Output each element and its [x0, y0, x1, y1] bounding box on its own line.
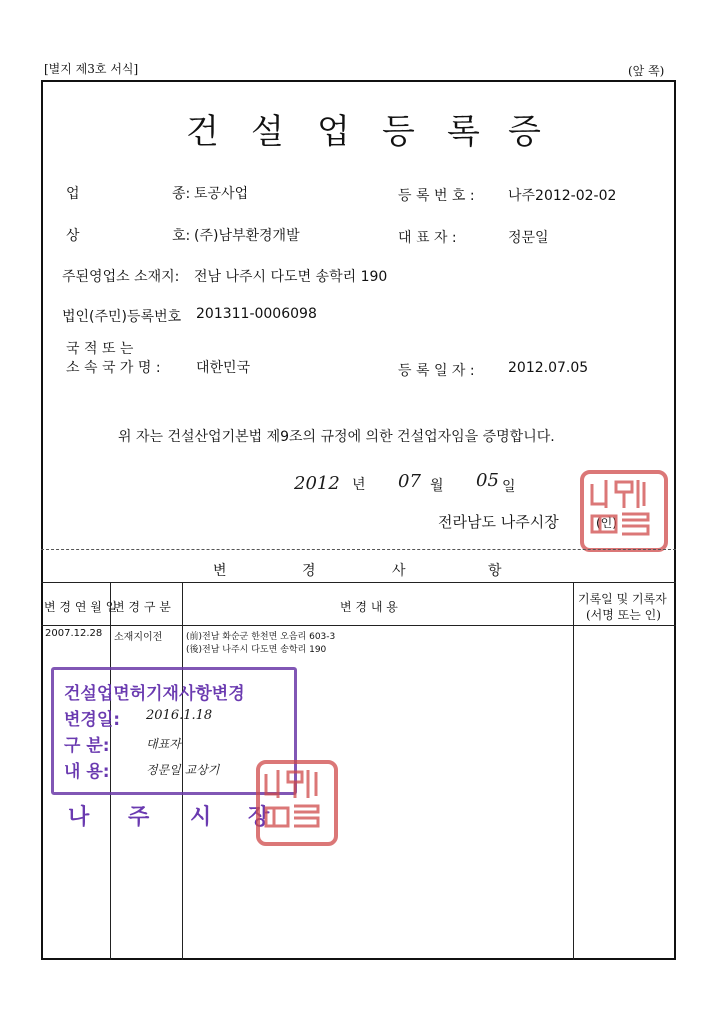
row-content-after: (後)전남 나주시 다도면 송학리 190 — [186, 645, 327, 655]
stamp-title: 건설업면허기재사항변경 — [64, 684, 245, 704]
changes-title-char: 경 — [302, 563, 316, 579]
company-label-2: 호: — [172, 228, 191, 244]
changes-title-char: 변 — [213, 563, 227, 579]
address-value: 전남 나주시 다도면 송학리 190 — [194, 269, 388, 285]
regdate-label: 등 록 일 자 : — [398, 363, 475, 379]
industry-value: 토공사업 — [194, 186, 249, 202]
side-label: (앞 쪽) — [628, 64, 665, 78]
stamp-content-label: 내 용: — [64, 762, 110, 782]
form-label: [별지 제3호 서식] — [44, 62, 139, 76]
table-header-line — [41, 625, 676, 626]
rep-value: 정문일 — [508, 230, 549, 246]
stamp-issuer-char: 장 — [248, 805, 270, 830]
stamp-content-value: 정문일 교상기 — [146, 763, 220, 777]
row-date: 2007.12.28 — [45, 628, 103, 639]
regdate-value: 2012.07.05 — [508, 360, 589, 376]
date-year-unit: 년 — [352, 477, 366, 493]
col-header-record-sub: (서명 또는 인) — [586, 608, 661, 622]
date-month: 07 — [398, 471, 421, 492]
regno-value: 나주2012-02-02 — [508, 188, 617, 204]
col-header-type: 변 경 구 분 — [113, 600, 171, 614]
col-header-content: 변 경 내 용 — [340, 600, 398, 614]
changes-title-char: 사 — [392, 563, 406, 579]
stamp-type-value: 대표자 — [146, 737, 181, 751]
stamp-issuer-char: 시 — [190, 805, 212, 830]
certify-text: 위 자는 건설산업기본법 제9조의 규정에 의한 건설업자임을 증명합니다. — [118, 429, 555, 445]
row-content-before: (前)전남 화순군 한천면 오음리 603-3 — [186, 632, 336, 642]
date-month-unit: 월 — [430, 478, 444, 494]
title-char: 업 — [317, 112, 350, 152]
stamp-date-value: 2016.1.18 — [146, 708, 213, 723]
industry-label: 업 — [66, 186, 80, 202]
title-char: 록 — [447, 112, 480, 152]
title-char: 건 — [186, 112, 219, 152]
corpno-label: 법인(주민)등록번호 — [62, 309, 182, 325]
stamp-issuer-char: 나 — [68, 805, 90, 830]
company-value: (주)남부환경개발 — [194, 228, 300, 244]
industry-label-2: 종: — [172, 186, 191, 202]
stamp-issuer-char: 주 — [128, 805, 150, 830]
company-label: 상 — [66, 228, 80, 244]
table-top-line — [41, 582, 676, 583]
nationality-label-1: 국 적 또 는 — [66, 341, 134, 357]
regno-label: 등 록 번 호 : — [398, 188, 475, 204]
title-char: 설 — [251, 112, 284, 152]
changes-title-char: 항 — [488, 563, 502, 579]
official-seal-icon — [580, 470, 668, 552]
date-day-unit: 일 — [502, 479, 516, 495]
title-char: 증 — [508, 112, 541, 152]
issuer-name: 전라남도 나주시장 — [438, 513, 559, 531]
rep-label: 대 표 자 : — [398, 230, 457, 246]
date-day: 05 — [476, 470, 499, 491]
row-type: 소재지이전 — [114, 632, 163, 643]
date-year: 2012 — [294, 473, 340, 494]
address-label: 주된영업소 소재지: — [62, 269, 180, 285]
section-divider — [41, 549, 676, 550]
nationality-value: 대한민국 — [196, 360, 251, 376]
col-header-record: 기록일 및 기록자 — [578, 592, 667, 606]
corpno-value: 201311-0006098 — [196, 306, 317, 322]
change-seal-icon — [256, 760, 338, 846]
stamp-type-label: 구 분: — [64, 736, 110, 756]
table-col-divider — [573, 582, 574, 960]
stamp-date-label: 변경일: — [64, 710, 121, 730]
issuer-seal-mark: (인) — [596, 516, 617, 530]
nationality-label-2: 소 속 국 가 명 : — [66, 360, 161, 376]
col-header-date: 변 경 연 월 일 — [44, 600, 118, 614]
title-char: 등 — [382, 112, 415, 152]
